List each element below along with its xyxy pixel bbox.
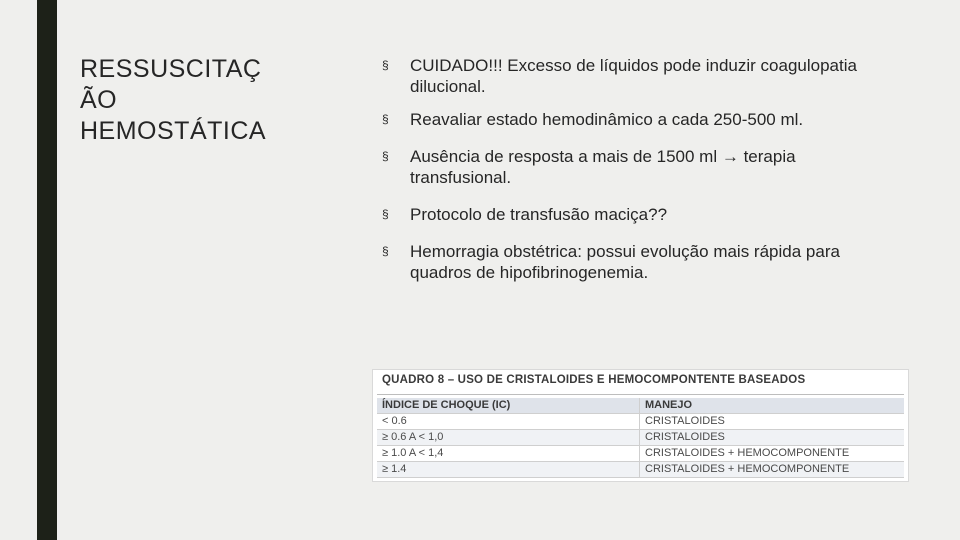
bullet-list [380,55,900,295]
slide-title [80,54,320,147]
table-cell: CRISTALOIDES + HEMOCOMPONENTE [640,446,905,462]
table-header-cell: MANEJO [640,398,905,414]
bullet-marker: § [382,112,389,126]
left-accent-bar [37,0,57,540]
bullet-marker: § [382,58,389,72]
bullet-item [380,241,900,283]
table-title: QUADRO 8 – USO DE CRISTALOIDES E HEMOCOMPONTENTE BASEADOS [382,374,806,386]
slide-title-line: ÃO [80,86,118,114]
table-cell: < 0.6 [377,414,640,430]
bullet-marker: § [382,244,389,258]
table-title-divider [377,394,904,395]
table-row [377,462,904,478]
bullet-text: Hemorragia obstétrica: possui evolução mais rápida para quadros de hipofibrinogenemia. [410,242,840,282]
table-row [377,414,904,430]
table-header-row [377,398,904,414]
table-row [377,430,904,446]
bullet-text: Ausência de resposta a mais de 1500 ml → terapia transfusional. [410,147,796,187]
bullet-item [380,109,900,130]
slide-title-line: RESSUSCITAÇ [80,55,262,83]
table-cell: ≥ 1.0 A < 1,4 [377,446,640,462]
table-cell: ≥ 0.6 A < 1,0 [377,430,640,446]
bullet-text: Reavaliar estado hemodinâmico a cada 250-500 ml. [410,110,804,129]
table-cell: ≥ 1.4 [377,462,640,478]
table-header-cell: ÍNDICE DE CHOQUE (IC) [377,398,640,414]
bullet-text: Protocolo de transfusão maciça?? [410,205,668,224]
shock-index-table [377,398,904,478]
table-cell: CRISTALOIDES [640,430,905,446]
bullet-marker: § [382,207,389,221]
shock-index-table-image [372,369,909,482]
table-row [377,446,904,462]
table-cell: CRISTALOIDES [640,414,905,430]
bullet-item [380,55,900,97]
bullet-text: CUIDADO!!! Excesso de líquidos pode induzir coagulopatia dilucional. [410,56,857,96]
slide-title-line: HEMOSTÁTICA [80,117,267,145]
bullet-item [380,204,900,225]
bullet-item [380,146,900,188]
table-cell: CRISTALOIDES + HEMOCOMPONENTE [640,462,905,478]
bullet-marker: § [382,149,389,163]
